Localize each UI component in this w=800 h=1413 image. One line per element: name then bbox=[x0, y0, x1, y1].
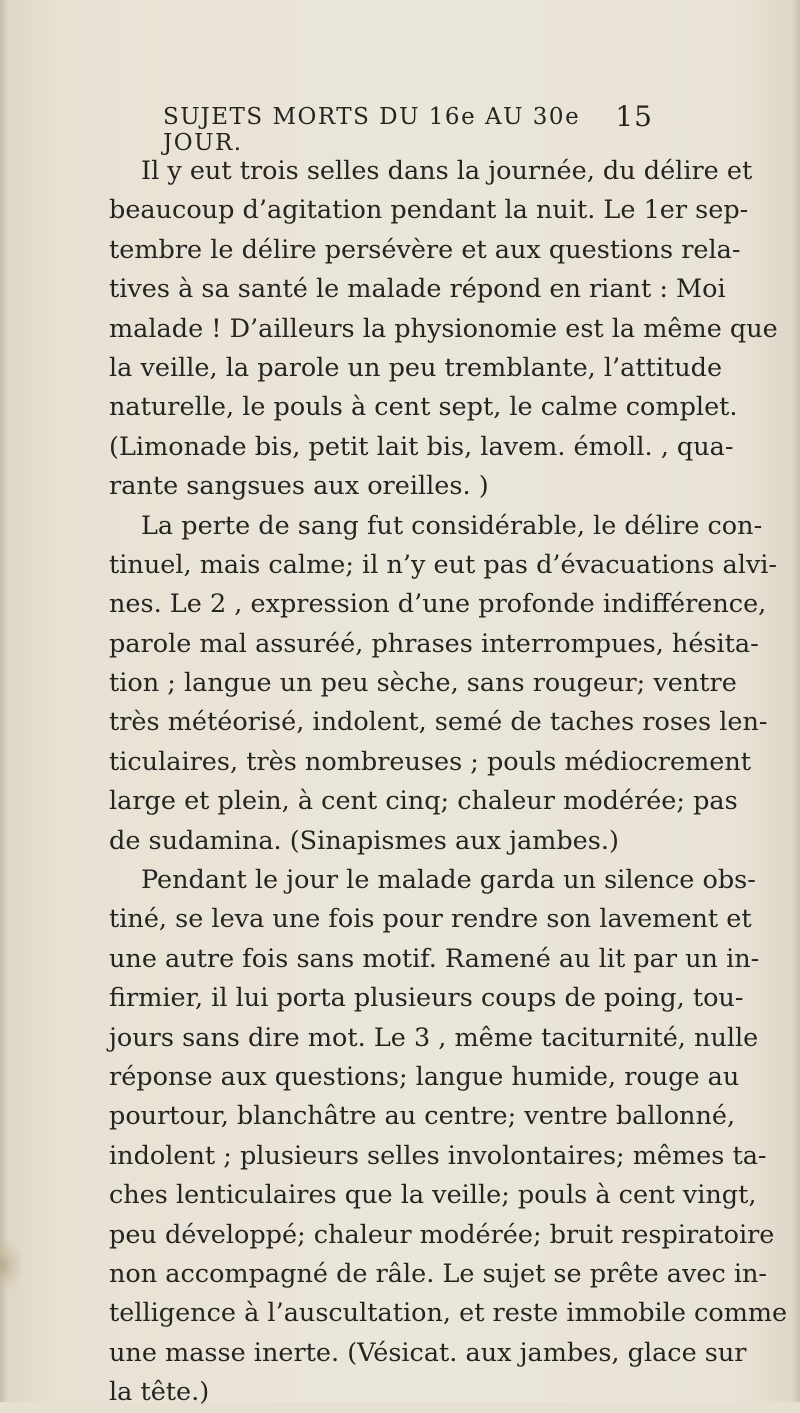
text-line: Il y eut trois selles dans la journée, du délire et bbox=[141, 156, 753, 186]
text-line: parole mal assuréé, phrases interrompues, hésita- bbox=[109, 628, 759, 659]
text-line: tives à sa santé le malade répond en riant : Moi bbox=[109, 274, 726, 305]
page-number: 15 bbox=[615, 100, 653, 133]
text-line: peu développé; chaleur modérée; bruit respiratoire bbox=[109, 1219, 775, 1250]
text-line: large et plein, à cent cinq; chaleur modérée; pas bbox=[109, 786, 738, 817]
text-line: pourtour, blanchâtre au centre; ventre ballonné, bbox=[109, 1101, 736, 1132]
body-text bbox=[109, 152, 788, 1413]
text-line: de sudamina. (Sinapismes aux jambes.) bbox=[109, 825, 619, 856]
text-line: tinuel, mais calme; il n’y eut pas d’évacuations alvi- bbox=[109, 549, 778, 580]
text-line: naturelle, le pouls à cent sept, le calme complet. bbox=[109, 392, 738, 423]
text-line: (Limonade bis, petit lait bis, lavem. émoll. , qua- bbox=[109, 431, 734, 462]
text-line: tembre le délire persévère et aux questions rela- bbox=[109, 234, 741, 265]
paper-stain bbox=[0, 1240, 22, 1290]
text-line: tiné, se leva une fois pour rendre son lavement et bbox=[109, 904, 752, 935]
text-line: non accompagné de râle. Le sujet se prête avec in- bbox=[109, 1258, 768, 1289]
text-line: une autre fois sans motif. Ramené au lit par un in- bbox=[109, 943, 760, 974]
text-line: réponse aux questions; langue humide, rouge au bbox=[109, 1061, 740, 1092]
text-line: nes. Le 2 , expression d’une profonde indifférence, bbox=[109, 589, 767, 620]
text-line: malade ! D’ailleurs la physionomie est la même que bbox=[109, 313, 778, 344]
text-line: la veille, la parole un peu tremblante, l’attitude bbox=[109, 352, 723, 383]
text-line: très météorisé, indolent, semé de taches roses len- bbox=[109, 707, 768, 738]
text-line: Pendant le jour le malade garda un silence obs- bbox=[141, 865, 756, 896]
text-line: La perte de sang fut considérable, le délire con- bbox=[141, 510, 763, 541]
page-right-edge-shadow bbox=[792, 0, 800, 1402]
text-line: ticulaires, très nombreuses ; pouls médiocrement bbox=[109, 746, 752, 777]
text-line: indolent ; plusieurs selles involontaires; mêmes ta- bbox=[109, 1140, 767, 1171]
running-title: SUJETS MORTS DU 16e AU 30e JOUR. bbox=[163, 104, 581, 156]
text-line: jours sans dire mot. Le 3 , même taciturnité, nulle bbox=[109, 1022, 759, 1053]
text-line: la tête.) bbox=[109, 1377, 210, 1408]
text-line: rante sangsues aux oreilles. ) bbox=[109, 471, 489, 502]
text-line: firmier, il lui porta plusieurs coups de poing, tou- bbox=[109, 983, 744, 1014]
text-line: beaucoup d’agitation pendant la nuit. Le 1er sep- bbox=[109, 195, 749, 226]
text-line: telligence à l’auscultation, et reste immobile comme bbox=[109, 1298, 788, 1329]
page-header bbox=[163, 100, 653, 156]
text-line: ches lenticulaires que la veille; pouls à cent vingt, bbox=[109, 1180, 757, 1211]
text-line: une masse inerte. (Vésicat. aux jambes, glace sur bbox=[109, 1337, 747, 1368]
page-left-edge-shadow bbox=[0, 0, 8, 1402]
text-line: tion ; langue un peu sèche, sans rougeur; ventre bbox=[109, 668, 737, 699]
